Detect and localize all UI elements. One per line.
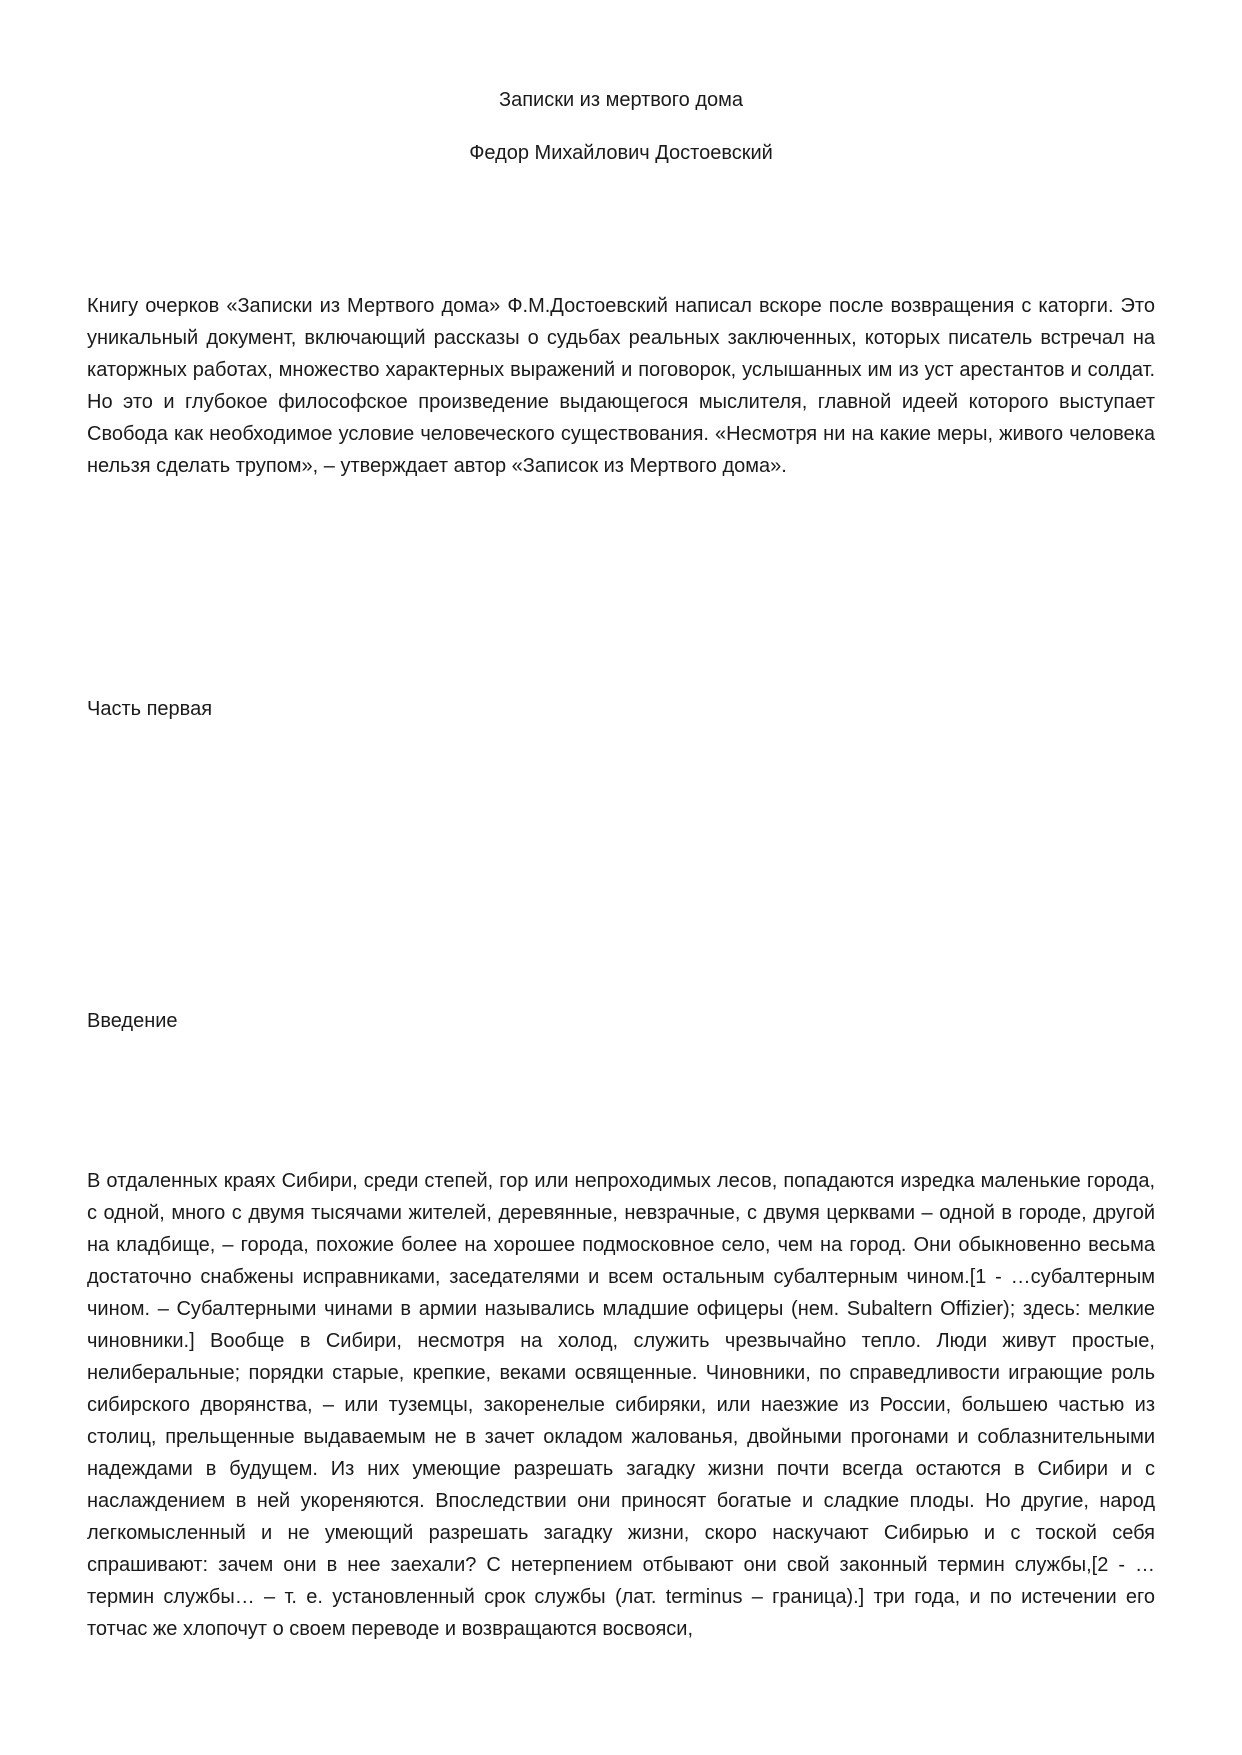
part-heading: Часть первая [87,698,213,720]
annotation-paragraph: Книгу очерков «Записки из Мертвого дома» Ф.М.Достоевский написал вскоре после возвращения с каторги. Это уникальный документ, включающий рассказы о судьбах реальных заключенных, которых писатель встречал на каторжных работах, множество характерных выражений и поговорок, услышанных им из уст арестантов и солдат. Но это и глубокое философское произведение выдающегося мыслителя, главной идеей которого выступает Свобода как необходимое условие человеческого существования. «Несмотря ни на какие меры, живого человека нельзя сделать трупом», – утверждает автор «Записок из Мертвого дома». [87,295,1155,477]
book-title: Записки из мертвого дома [498,89,744,111]
book-author: Федор Михайлович Достоевский [469,142,773,164]
intro-heading: Введение [87,1010,178,1032]
intro-paragraph: В отдаленных краях Сибири, среди степей, гор или непроходимых лесов, попадаются изредка маленькие города, с одной, много с двумя тысячами жителей, деревянные, невзрачные, с двумя церквами – одной в городе, другой на кладбище, – города, похожие более на хорошее подмосковное село, чем на город. Они обыкновенно весьма достаточно снабжены исправниками, заседателями и всем остальным субалтерным чином.[1 - …субалтерным чином. – Субалтерными чинами в армии назывались младшие офицеры (нем. Subaltern Offizier); здесь: мелкие чиновники.] Вообще в Сибири, несмотря на холод, служить чрезвычайно тепло. Люди живут простые, нелиберальные; порядки старые, крепкие, веками освященные. Чиновники, по справедливости играющие роль сибирского дворянства, – или туземцы, закоренелые сибиряки, или наезжие из России, большею частью из столиц, прельщенные выдаваемым не в зачет окладом жалованья, двойными прогонами и соблазнительными надеждами в будущем. Из них умеющие разрешать загадку жизни почти всегда остаются в Сибири и с наслаждением в ней укореняются. Впоследствии они приносят богатые и сладкие плоды. Но другие, народ легкомысленный и не умеющий разрешать загадку жизни, скоро наскучают Сибирью и с тоской себя спрашивают: зачем они в нее заехали? С нетерпением отбывают они свой законный термин службы,[2 - …термин службы… – т. е. установленный срок службы (лат. terminus – граница).] три года, и по истечении его тотчас же хлопочут о своем переводе и возвращаются восвояси, [87,1170,1155,1640]
